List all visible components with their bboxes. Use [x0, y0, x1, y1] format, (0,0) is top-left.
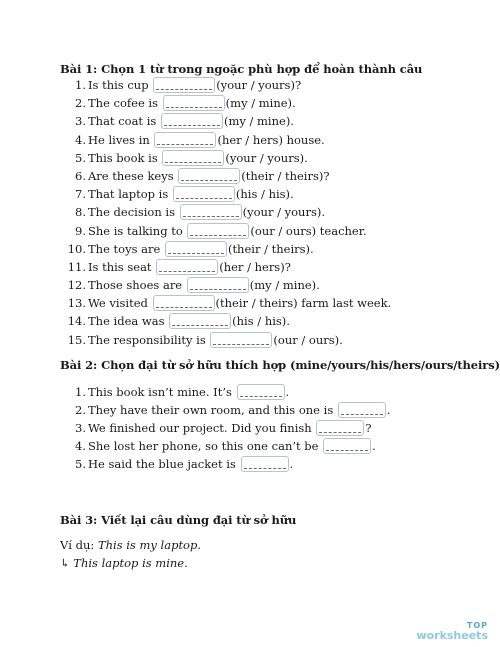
item-text-after: (her / hers) house. — [217, 132, 325, 147]
item-text-before: Is this seat — [88, 259, 152, 274]
item-text-after: (my / mine). — [249, 278, 320, 293]
item-number: 1. — [75, 78, 86, 92]
answer-blank-field[interactable] — [187, 277, 249, 293]
item-number: 8. — [75, 205, 86, 220]
exercise-item — [60, 240, 391, 258]
item-text-after: (their / theirs). — [227, 241, 314, 256]
item-number: 9. — [75, 223, 86, 238]
item-text-after: (his / his). — [235, 187, 294, 202]
item-text-before: We finished our project. Did you finish — [88, 421, 312, 435]
item-number: 12. — [67, 278, 86, 293]
item-text-before: This book is — [88, 150, 158, 165]
item-text-after: (my / mine). — [223, 114, 294, 129]
item-number: 13. — [67, 296, 86, 311]
item-text-after: (my / mine). — [225, 96, 296, 111]
item-number: 11. — [67, 259, 86, 274]
section-1-title: Bài 1: Chọn 1 từ trong ngoặc phù hợp để hoàn thành câu — [60, 62, 423, 76]
item-text-after: (our / ours). — [273, 332, 343, 347]
answer-blank-field[interactable] — [180, 204, 242, 220]
item-number: 4. — [75, 439, 86, 453]
exercise-item — [60, 331, 391, 349]
answer-blank-field[interactable] — [156, 259, 218, 275]
answer-blank-field[interactable] — [187, 223, 249, 239]
item-text-after: . — [372, 439, 376, 453]
item-text-before: Are these keys — [88, 168, 174, 183]
section-2-title: Bài 2: Chọn đại từ sở hữu thích hợp (mine/yours/his/hers/ours/theirs) — [60, 358, 500, 372]
exercise-item — [60, 294, 391, 312]
example-sentence: This is my laptop. — [97, 538, 201, 552]
item-number: 2. — [75, 96, 86, 111]
exercise-item — [60, 112, 391, 130]
item-text-after: (their / theirs)? — [241, 168, 330, 183]
item-text-after: (his / his). — [232, 314, 290, 329]
item-text-before: The cofee is — [88, 96, 159, 111]
item-text-after: (our / ours) teacher. — [250, 223, 367, 238]
answer-blank-field[interactable] — [163, 95, 225, 111]
exercise-item — [60, 203, 391, 221]
item-text-before: We visited — [88, 296, 148, 311]
exercise-item — [60, 76, 391, 94]
exercise-item — [60, 185, 391, 203]
item-number: 4. — [75, 132, 86, 147]
section-3-title: Bài 3: Viết lại câu dùng đại từ sở hữu — [60, 513, 297, 527]
item-number: 15. — [67, 332, 86, 347]
exercise-item — [60, 276, 391, 294]
item-text-before: They have their own room, and this one is — [88, 403, 334, 417]
exercise-item — [60, 222, 391, 240]
item-text-before: That coat is — [88, 114, 157, 129]
answer-blank-field[interactable] — [153, 295, 215, 311]
item-text-before: That laptop is — [88, 187, 169, 202]
exercise-item — [60, 312, 391, 330]
item-text-after: ? — [365, 421, 372, 435]
answer-blank-field[interactable] — [237, 384, 285, 400]
answer-blank-field[interactable] — [154, 132, 216, 148]
answer-blank-field[interactable] — [210, 332, 272, 348]
answer-blank-field[interactable] — [178, 168, 240, 184]
item-text-after: . — [386, 403, 391, 417]
item-text-after: . — [289, 457, 294, 471]
item-text-before: She lost her phone, so this one can’t be — [88, 439, 319, 453]
answer-blank-field[interactable] — [241, 456, 289, 472]
answer-blank-field[interactable] — [316, 420, 364, 436]
item-text-before: He lives in — [88, 132, 150, 147]
answer-blank-field[interactable] — [169, 313, 231, 329]
item-number: 5. — [75, 457, 86, 471]
item-text-before: The responsibility is — [88, 332, 206, 347]
example-line — [60, 538, 201, 552]
item-text-after: (your / yours). — [242, 205, 325, 220]
item-number: 2. — [75, 403, 86, 417]
exercise-item — [60, 149, 391, 167]
item-text-after: (her / hers)? — [219, 259, 291, 274]
item-text-after: . — [285, 385, 290, 399]
item-text-after: (your / yours). — [225, 150, 308, 165]
brand-top: TOP — [466, 621, 488, 630]
exercise-item — [60, 437, 391, 455]
item-text-before: The toys are — [88, 241, 161, 256]
example-answer-line — [60, 556, 188, 570]
example-label: Ví dụ: — [60, 538, 95, 552]
exercise-item — [60, 455, 391, 473]
answer-blank-field[interactable] — [173, 186, 235, 202]
exercise-item — [60, 131, 391, 149]
item-text-before: She is talking to — [88, 223, 183, 238]
answer-blank-field[interactable] — [161, 113, 223, 129]
exercise-item — [60, 401, 391, 419]
item-number: 6. — [75, 168, 86, 183]
item-text-before: Is this cup — [88, 78, 149, 92]
item-text-after: (their / theirs) farm last week. — [215, 296, 392, 311]
answer-blank-field[interactable] — [323, 438, 371, 454]
item-text-after: (your / yours)? — [216, 78, 302, 92]
item-number: 14. — [67, 314, 86, 329]
topworksheets-logo — [416, 622, 488, 641]
item-number: 7. — [75, 187, 86, 202]
item-text-before: Those shoes are — [88, 278, 183, 293]
exercise-item — [60, 419, 391, 437]
exercise-item — [60, 94, 391, 112]
item-number: 3. — [75, 114, 86, 129]
brand-name: worksheets — [416, 629, 488, 642]
example-answer: This laptop is mine. — [73, 556, 188, 570]
exercise-item — [60, 258, 391, 276]
item-text-before: The decision is — [88, 205, 175, 220]
item-number: 1. — [75, 385, 86, 399]
answer-arrow-icon: ↳ — [60, 556, 70, 570]
item-text-before: The idea was — [88, 314, 165, 329]
answer-blank-field[interactable] — [153, 77, 215, 93]
answer-blank-field[interactable] — [162, 150, 224, 166]
item-text-before: He said the blue jacket is — [88, 457, 236, 471]
item-number: 5. — [75, 150, 86, 165]
item-number: 3. — [75, 421, 86, 435]
answer-blank-field[interactable] — [338, 402, 386, 418]
exercise-1-list — [60, 76, 391, 349]
item-number: 10. — [67, 241, 86, 256]
answer-blank-field[interactable] — [165, 241, 227, 257]
exercise-item — [60, 167, 391, 185]
item-text-before: This book isn’t mine. It’s — [88, 385, 232, 399]
exercise-item — [60, 383, 391, 401]
exercise-2-list — [60, 383, 391, 473]
